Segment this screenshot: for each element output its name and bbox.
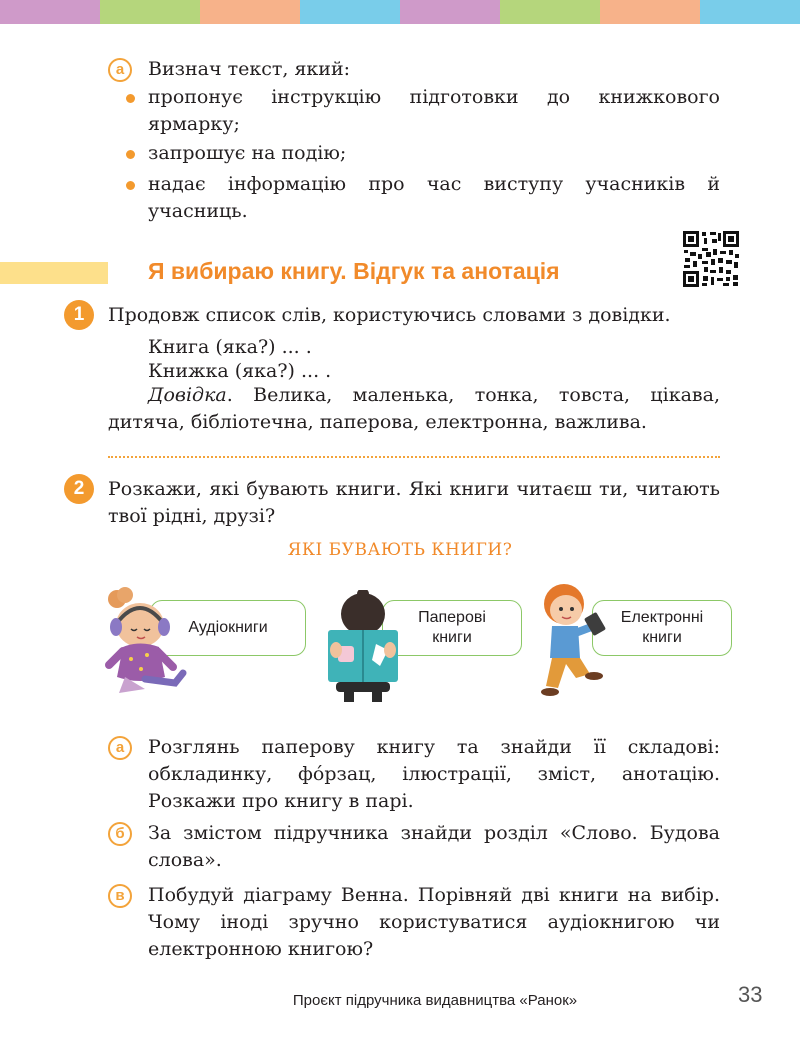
- diagram-title: ЯКІ БУВАЮТЬ КНИГИ?: [287, 540, 513, 560]
- hint-text: . Велика, маленька, тонка, товста, цікава, дитяча, бібліотечна, паперова, електронна, важлива.: [108, 384, 720, 433]
- color-segment: [0, 0, 100, 24]
- task-a-intro: Визнач текст, який:: [148, 58, 351, 80]
- bubble-label: Паперові: [418, 609, 486, 626]
- girl-headphones-illustration: [95, 585, 190, 700]
- qr-code-icon[interactable]: [682, 230, 740, 288]
- bubble-label: книги: [432, 629, 472, 646]
- exercise-number-2: 2: [64, 474, 94, 504]
- exercise-1-hint: [108, 382, 720, 436]
- bubble-label: книги: [642, 629, 682, 646]
- page-number: 33: [738, 982, 763, 1007]
- task-v-text: Побудуй діаграму Венна. Порівняй дві книги на вибір. Чому іноді зручно користуватися аудіокнигою чи електронною книгою?: [148, 884, 720, 960]
- boy-tablet-illustration: [538, 582, 618, 706]
- top-color-bar: [0, 0, 800, 24]
- color-segment: [700, 0, 800, 24]
- bullet-icon: [126, 94, 135, 103]
- color-segment: [500, 0, 600, 24]
- hint-label: Довідка: [148, 384, 227, 406]
- color-segment: [400, 0, 500, 24]
- bullet-item: надає інформацію про час виступу учасників й учасниць.: [148, 173, 720, 222]
- exercise-2-prompt: Розкажи, які бувають книги. Які книги читаєш ти, читають твої рідні, друзі?: [108, 478, 720, 527]
- task-marker-b: б: [108, 822, 132, 846]
- color-segment: [600, 0, 700, 24]
- bubble-label: Електронні: [620, 609, 704, 626]
- section-title: Я вибираю книгу. Відгук та анотація: [148, 258, 560, 284]
- color-segment: [300, 0, 400, 24]
- bullet-item: запрошує на подію;: [148, 142, 347, 164]
- bullet-item: пропонує інструкцію підготовки до книжкового ярмарку;: [148, 86, 720, 135]
- exercise-number-1: 1: [64, 300, 94, 330]
- bullet-icon: [126, 181, 135, 190]
- bullet-icon: [126, 150, 135, 159]
- exercise-1-prompt: Продовж список слів, користуючись словами з довідки.: [108, 304, 671, 326]
- footer-text: Проєкт підручника видавництва «Ранок»: [292, 992, 578, 1009]
- task-marker-a: а: [108, 58, 132, 82]
- color-segment: [200, 0, 300, 24]
- color-segment: [100, 0, 200, 24]
- bubble-label: Аудіокниги: [188, 619, 268, 636]
- child-reading-book-illustration: [322, 590, 404, 705]
- task-marker-v: в: [108, 884, 132, 908]
- section-divider: [108, 456, 720, 458]
- exercise-1-line1: Книга (яка?) ... .: [148, 336, 312, 358]
- task-marker-a: а: [108, 736, 132, 760]
- exercise-1-line2: Книжка (яка?) ... .: [148, 360, 332, 382]
- section-stripe: [0, 262, 108, 284]
- task-b-text: За змістом підручника знайди розділ «Слово. Будова слова».: [148, 822, 720, 871]
- task-a-text: Розглянь паперову книгу та знайди її складові: обкладинку, фо́рзац, ілюстрації, зміст, анотацію. Розкажи про книгу в парі.: [148, 736, 720, 812]
